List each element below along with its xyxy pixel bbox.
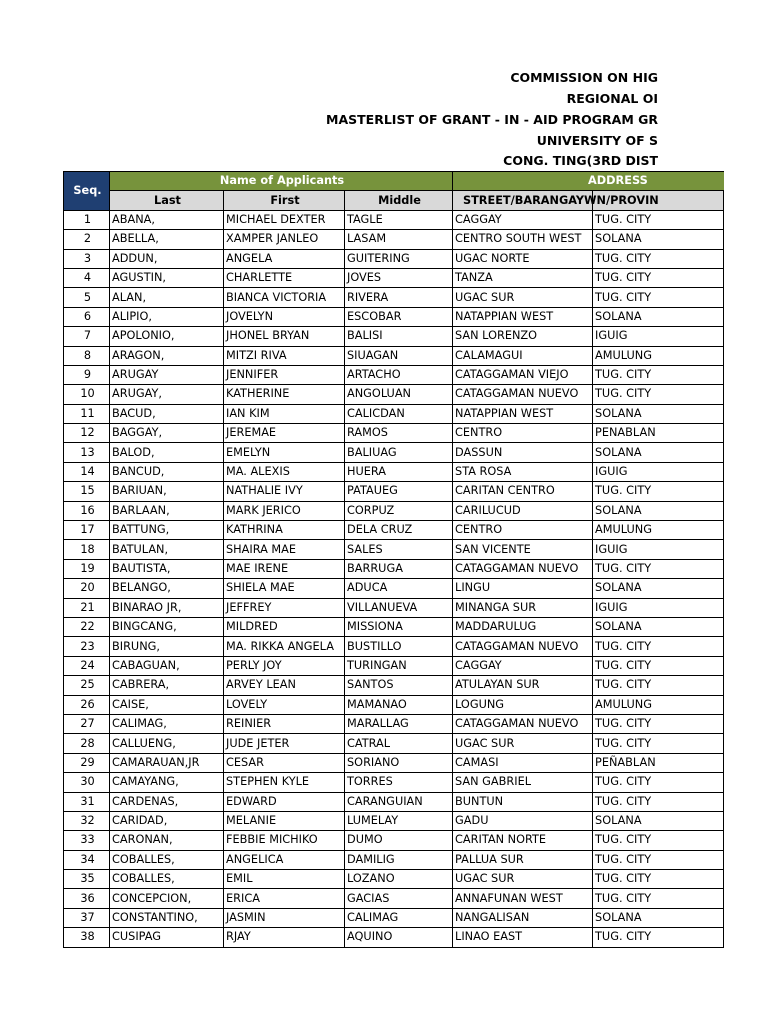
cell-middle[interactable]: BARRUGA	[345, 559, 453, 578]
cell-seq[interactable]: 3	[64, 249, 110, 268]
cell-first[interactable]: MARK JERICO	[224, 501, 345, 520]
cell-street[interactable]: ANNAFUNAN WEST	[453, 889, 593, 908]
cell-middle[interactable]: RIVERA	[345, 288, 453, 307]
cell-middle[interactable]: DUMO	[345, 831, 453, 850]
cell-town[interactable]: SOLANA	[593, 443, 724, 462]
cell-town[interactable]: AMULUNG	[593, 346, 724, 365]
cell-middle[interactable]: DAMILIG	[345, 850, 453, 869]
cell-middle[interactable]: TAGLE	[345, 210, 453, 229]
cell-first[interactable]: MAE IRENE	[224, 559, 345, 578]
cell-town[interactable]: TUG. CITY	[593, 928, 724, 947]
cell-street[interactable]: UGAC SUR	[453, 734, 593, 753]
table-row	[64, 346, 724, 365]
header-line-district: CONG. TING(3RD DIST	[503, 153, 658, 168]
cell-middle[interactable]: HUERA	[345, 462, 453, 481]
cell-town[interactable]: TUG. CITY	[593, 734, 724, 753]
cell-last[interactable]: CUSIPAG	[110, 928, 224, 947]
table-row	[64, 268, 724, 287]
cell-last[interactable]: ARUGAY	[110, 365, 224, 384]
cell-town[interactable]: SOLANA	[593, 908, 724, 927]
cell-middle[interactable]: LUMELAY	[345, 811, 453, 830]
cell-first[interactable]: BIANCA VICTORIA	[224, 288, 345, 307]
cell-town[interactable]: TUG. CITY	[593, 773, 724, 792]
header-line-masterlist: MASTERLIST OF GRANT - IN - AID PROGRAM GR	[326, 112, 658, 127]
cell-seq[interactable]: 8	[64, 346, 110, 365]
cell-last[interactable]: BARLAAN,	[110, 501, 224, 520]
cell-middle[interactable]: GUITERING	[345, 249, 453, 268]
cell-seq[interactable]: 38	[64, 928, 110, 947]
cell-town[interactable]: PEÑABLAN	[593, 753, 724, 772]
cell-first[interactable]: JHONEL BRYAN	[224, 327, 345, 346]
cell-middle[interactable]: MARALLAG	[345, 714, 453, 733]
table-row	[64, 656, 724, 675]
table-row	[64, 617, 724, 636]
cell-first[interactable]: EMELYN	[224, 443, 345, 462]
cell-street[interactable]: CATAGGAMAN NUEVO	[453, 714, 593, 733]
table-body	[64, 210, 724, 947]
cell-last[interactable]: BATTUNG,	[110, 521, 224, 540]
cell-seq[interactable]: 25	[64, 676, 110, 695]
cell-street[interactable]: CATAGGAMAN NUEVO	[453, 559, 593, 578]
cell-street[interactable]: TANZA	[453, 268, 593, 287]
cell-town[interactable]: SOLANA	[593, 404, 724, 423]
cell-middle[interactable]: ANGOLUAN	[345, 385, 453, 404]
cell-last[interactable]: CAMARAUAN,JR	[110, 753, 224, 772]
table-row	[64, 365, 724, 384]
cell-last[interactable]: ABELLA,	[110, 230, 224, 249]
cell-town[interactable]: TUG. CITY	[593, 792, 724, 811]
cell-last[interactable]: ARAGON,	[110, 346, 224, 365]
table-row	[64, 462, 724, 481]
cell-last[interactable]: BANCUD,	[110, 462, 224, 481]
table-row	[64, 482, 724, 501]
cell-town[interactable]: TUG. CITY	[593, 559, 724, 578]
cell-first[interactable]: MILDRED	[224, 617, 345, 636]
name-group-header: Name of Applicants	[110, 172, 453, 191]
cell-seq[interactable]: 12	[64, 424, 110, 443]
cell-first[interactable]: MA. RIKKA ANGELA	[224, 637, 345, 656]
cell-seq[interactable]: 30	[64, 773, 110, 792]
cell-middle[interactable]: LASAM	[345, 230, 453, 249]
cell-seq[interactable]: 19	[64, 559, 110, 578]
cell-street[interactable]: UGAC SUR	[453, 288, 593, 307]
cell-street[interactable]: NANGALISAN	[453, 908, 593, 927]
cell-street[interactable]: LINAO EAST	[453, 928, 593, 947]
cell-first[interactable]: MICHAEL DEXTER	[224, 210, 345, 229]
cell-first[interactable]: JEFFREY	[224, 598, 345, 617]
address-group-header: ADDRESS	[453, 172, 724, 191]
cell-street[interactable]: LINGU	[453, 579, 593, 598]
spreadsheet-grid	[63, 171, 658, 948]
cell-middle[interactable]: BUSTILLO	[345, 637, 453, 656]
cell-first[interactable]: JASMIN	[224, 908, 345, 927]
cell-middle[interactable]: PATAUEG	[345, 482, 453, 501]
cell-town[interactable]: TUG. CITY	[593, 714, 724, 733]
cell-seq[interactable]: 32	[64, 811, 110, 830]
cell-middle[interactable]: SANTOS	[345, 676, 453, 695]
cell-street[interactable]: MADDARULUG	[453, 617, 593, 636]
table-row	[64, 579, 724, 598]
cell-first[interactable]: ANGELA	[224, 249, 345, 268]
cell-last[interactable]: BACUD,	[110, 404, 224, 423]
cell-first[interactable]: LOVELY	[224, 695, 345, 714]
cell-town[interactable]: SOLANA	[593, 617, 724, 636]
table-row	[64, 637, 724, 656]
cell-town[interactable]: TUG. CITY	[593, 268, 724, 287]
col-header-first: First	[224, 191, 345, 210]
cell-town[interactable]: SOLANA	[593, 579, 724, 598]
cell-first[interactable]: JOVELYN	[224, 307, 345, 326]
cell-first[interactable]: SHAIRA MAE	[224, 540, 345, 559]
cell-seq[interactable]: 37	[64, 908, 110, 927]
cell-middle[interactable]: ARTACHO	[345, 365, 453, 384]
cell-seq[interactable]: 31	[64, 792, 110, 811]
cell-last[interactable]: COBALLES,	[110, 850, 224, 869]
cell-street[interactable]: CATAGGAMAN VIEJO	[453, 365, 593, 384]
cell-last[interactable]: CONSTANTINO,	[110, 908, 224, 927]
cell-middle[interactable]: CORPUZ	[345, 501, 453, 520]
cell-seq[interactable]: 20	[64, 579, 110, 598]
cell-last[interactable]: CAMAYANG,	[110, 773, 224, 792]
cell-middle[interactable]: MISSIONA	[345, 617, 453, 636]
cell-seq[interactable]: 13	[64, 443, 110, 462]
cell-town[interactable]: TUG. CITY	[593, 831, 724, 850]
cell-last[interactable]: BIRUNG,	[110, 637, 224, 656]
table-row	[64, 501, 724, 520]
cell-last[interactable]: BELANGO,	[110, 579, 224, 598]
cell-first[interactable]: XAMPER JANLEO	[224, 230, 345, 249]
cell-street[interactable]: CARILUCUD	[453, 501, 593, 520]
cell-first[interactable]: NATHALIE IVY	[224, 482, 345, 501]
cell-town[interactable]: IGUIG	[593, 462, 724, 481]
table-row	[64, 734, 724, 753]
cell-seq[interactable]: 7	[64, 327, 110, 346]
table-row	[64, 870, 724, 889]
cell-seq[interactable]: 2	[64, 230, 110, 249]
cell-town[interactable]: SOLANA	[593, 501, 724, 520]
cell-seq[interactable]: 34	[64, 850, 110, 869]
cell-town[interactable]: TUG. CITY	[593, 870, 724, 889]
table-row	[64, 811, 724, 830]
cell-middle[interactable]: TURINGAN	[345, 656, 453, 675]
cell-last[interactable]: BATULAN,	[110, 540, 224, 559]
cell-seq[interactable]: 23	[64, 637, 110, 656]
cell-first[interactable]: SHIELA MAE	[224, 579, 345, 598]
cell-street[interactable]: CARITAN NORTE	[453, 831, 593, 850]
cell-first[interactable]: REINIER	[224, 714, 345, 733]
cell-middle[interactable]: VILLANUEVA	[345, 598, 453, 617]
cell-seq[interactable]: 26	[64, 695, 110, 714]
cell-street[interactable]: CENTRO	[453, 521, 593, 540]
cell-first[interactable]: MELANIE	[224, 811, 345, 830]
cell-last[interactable]: CALLUENG,	[110, 734, 224, 753]
cell-street[interactable]: CATAGGAMAN NUEVO	[453, 385, 593, 404]
cell-seq[interactable]: 22	[64, 617, 110, 636]
cell-town[interactable]: SOLANA	[593, 230, 724, 249]
cell-first[interactable]: MA. ALEXIS	[224, 462, 345, 481]
cell-first[interactable]: PERLY JOY	[224, 656, 345, 675]
cell-street[interactable]: CAGGAY	[453, 210, 593, 229]
table-row	[64, 249, 724, 268]
table-row	[64, 385, 724, 404]
cell-town[interactable]: TUG. CITY	[593, 676, 724, 695]
table-row	[64, 559, 724, 578]
cell-first[interactable]: JEREMAE	[224, 424, 345, 443]
cell-town[interactable]: SOLANA	[593, 307, 724, 326]
cell-middle[interactable]: CALICDAN	[345, 404, 453, 423]
cell-seq[interactable]: 11	[64, 404, 110, 423]
cell-street[interactable]: CENTRO SOUTH WEST	[453, 230, 593, 249]
cell-street[interactable]: SAN GABRIEL	[453, 773, 593, 792]
cell-street[interactable]: PALLUA SUR	[453, 850, 593, 869]
cell-middle[interactable]: RAMOS	[345, 424, 453, 443]
table-row	[64, 676, 724, 695]
cell-street[interactable]: CAMASI	[453, 753, 593, 772]
cell-first[interactable]: KATHRINA	[224, 521, 345, 540]
cell-last[interactable]: BINARAO JR,	[110, 598, 224, 617]
cell-seq[interactable]: 18	[64, 540, 110, 559]
cell-street[interactable]: GADU	[453, 811, 593, 830]
table-row	[64, 831, 724, 850]
cell-last[interactable]: BALOD,	[110, 443, 224, 462]
cell-street[interactable]: CAGGAY	[453, 656, 593, 675]
seq-header: Seq.	[64, 172, 110, 211]
cell-first[interactable]: STEPHEN KYLE	[224, 773, 345, 792]
cell-last[interactable]: BAGGAY,	[110, 424, 224, 443]
table-row	[64, 598, 724, 617]
cell-seq[interactable]: 29	[64, 753, 110, 772]
cell-seq[interactable]: 16	[64, 501, 110, 520]
cell-seq[interactable]: 35	[64, 870, 110, 889]
cell-town[interactable]: TUG. CITY	[593, 210, 724, 229]
cell-street[interactable]: BUNTUN	[453, 792, 593, 811]
cell-seq[interactable]: 9	[64, 365, 110, 384]
cell-first[interactable]: CHARLETTE	[224, 268, 345, 287]
table-row	[64, 230, 724, 249]
table-row	[64, 792, 724, 811]
table-row	[64, 424, 724, 443]
header-line-regional: REGIONAL OI	[566, 91, 658, 106]
table-row	[64, 773, 724, 792]
col-header-middle: Middle	[345, 191, 453, 210]
cell-town[interactable]: AMULUNG	[593, 521, 724, 540]
cell-last[interactable]: ALAN,	[110, 288, 224, 307]
cell-last[interactable]: CARIDAD,	[110, 811, 224, 830]
cell-first[interactable]: KATHERINE	[224, 385, 345, 404]
cell-middle[interactable]: SALES	[345, 540, 453, 559]
cell-town[interactable]: TUG. CITY	[593, 656, 724, 675]
cell-middle[interactable]: BALIUAG	[345, 443, 453, 462]
cell-town[interactable]: TUG. CITY	[593, 288, 724, 307]
cell-street[interactable]: CENTRO	[453, 424, 593, 443]
cell-seq[interactable]: 21	[64, 598, 110, 617]
cell-street[interactable]: STA ROSA	[453, 462, 593, 481]
cell-middle[interactable]: AQUINO	[345, 928, 453, 947]
cell-last[interactable]: CABAGUAN,	[110, 656, 224, 675]
cell-seq[interactable]: 24	[64, 656, 110, 675]
table-row	[64, 753, 724, 772]
cell-street[interactable]: MINANGA SUR	[453, 598, 593, 617]
cell-last[interactable]: CABRERA,	[110, 676, 224, 695]
cell-first[interactable]: ANGELICA	[224, 850, 345, 869]
cell-seq[interactable]: 27	[64, 714, 110, 733]
cell-middle[interactable]: ADUCA	[345, 579, 453, 598]
table-row	[64, 443, 724, 462]
cell-middle[interactable]: GACIAS	[345, 889, 453, 908]
cell-first[interactable]: MITZI RIVA	[224, 346, 345, 365]
cell-last[interactable]: ALIPIO,	[110, 307, 224, 326]
cell-middle[interactable]: CATRAL	[345, 734, 453, 753]
cell-seq[interactable]: 15	[64, 482, 110, 501]
table-row	[64, 327, 724, 346]
cell-last[interactable]: BARIUAN,	[110, 482, 224, 501]
cell-seq[interactable]: 14	[64, 462, 110, 481]
cell-middle[interactable]: ESCOBAR	[345, 307, 453, 326]
cell-middle[interactable]: LOZANO	[345, 870, 453, 889]
table-row	[64, 521, 724, 540]
cell-street[interactable]: UGAC NORTE	[453, 249, 593, 268]
cell-seq[interactable]: 33	[64, 831, 110, 850]
header-line-commission: COMMISSION ON HIG	[510, 70, 658, 85]
cell-last[interactable]: BINGCANG,	[110, 617, 224, 636]
table-row	[64, 889, 724, 908]
table-row	[64, 307, 724, 326]
cell-seq[interactable]: 4	[64, 268, 110, 287]
table-row	[64, 540, 724, 559]
cell-first[interactable]: CESAR	[224, 753, 345, 772]
cell-middle[interactable]: MAMANAO	[345, 695, 453, 714]
cell-street[interactable]: CATAGGAMAN NUEVO	[453, 637, 593, 656]
cell-street[interactable]: ATULAYAN SUR	[453, 676, 593, 695]
cell-town[interactable]: IGUIG	[593, 598, 724, 617]
cell-middle[interactable]: SIUAGAN	[345, 346, 453, 365]
cell-last[interactable]: AGUSTIN,	[110, 268, 224, 287]
table-row	[64, 288, 724, 307]
cell-town[interactable]: TUG. CITY	[593, 365, 724, 384]
cell-middle[interactable]: CALIMAG	[345, 908, 453, 927]
cell-first[interactable]: JENNIFER	[224, 365, 345, 384]
table-row	[64, 928, 724, 947]
cell-first[interactable]: JUDE JETER	[224, 734, 345, 753]
cell-last[interactable]: ADDUN,	[110, 249, 224, 268]
cell-first[interactable]: EMIL	[224, 870, 345, 889]
cell-street[interactable]: SAN LORENZO	[453, 327, 593, 346]
table-row	[64, 695, 724, 714]
col-header-town: WN/PROVIN	[593, 191, 724, 210]
cell-middle[interactable]: TORRES	[345, 773, 453, 792]
cell-first[interactable]: ERICA	[224, 889, 345, 908]
col-header-last: Last	[110, 191, 224, 210]
cell-street[interactable]: SAN VICENTE	[453, 540, 593, 559]
cell-town[interactable]: PENABLAN	[593, 424, 724, 443]
cell-town[interactable]: SOLANA	[593, 811, 724, 830]
cell-seq[interactable]: 17	[64, 521, 110, 540]
cell-last[interactable]: ABANA,	[110, 210, 224, 229]
col-header-street: STREET/BARANGAY	[453, 191, 593, 210]
cell-seq[interactable]: 36	[64, 889, 110, 908]
table-row	[64, 210, 724, 229]
cell-street[interactable]: UGAC SUR	[453, 870, 593, 889]
cell-town[interactable]: TUG. CITY	[593, 249, 724, 268]
cell-seq[interactable]: 28	[64, 734, 110, 753]
cell-town[interactable]: IGUIG	[593, 327, 724, 346]
table-row	[64, 850, 724, 869]
applicants-table	[63, 171, 724, 948]
cell-seq[interactable]: 10	[64, 385, 110, 404]
cell-seq[interactable]: 5	[64, 288, 110, 307]
cell-first[interactable]: IAN KIM	[224, 404, 345, 423]
cell-street[interactable]: NATAPPIAN WEST	[453, 307, 593, 326]
cell-town[interactable]: TUG. CITY	[593, 637, 724, 656]
cell-seq[interactable]: 6	[64, 307, 110, 326]
cell-first[interactable]: ARVEY LEAN	[224, 676, 345, 695]
cell-first[interactable]: RJAY	[224, 928, 345, 947]
cell-town[interactable]: IGUIG	[593, 540, 724, 559]
table-row	[64, 714, 724, 733]
cell-first[interactable]: FEBBIE MICHIKO	[224, 831, 345, 850]
cell-seq[interactable]: 1	[64, 210, 110, 229]
header-line-university: UNIVERSITY OF S	[536, 133, 658, 148]
cell-town[interactable]: AMULUNG	[593, 695, 724, 714]
cell-middle[interactable]: DELA CRUZ	[345, 521, 453, 540]
cell-town[interactable]: TUG. CITY	[593, 482, 724, 501]
cell-street[interactable]: CARITAN CENTRO	[453, 482, 593, 501]
cell-town[interactable]: TUG. CITY	[593, 889, 724, 908]
cell-last[interactable]: COBALLES,	[110, 870, 224, 889]
cell-middle[interactable]: CARANGUIAN	[345, 792, 453, 811]
cell-middle[interactable]: SORIANO	[345, 753, 453, 772]
cell-street[interactable]: DASSUN	[453, 443, 593, 462]
cell-street[interactable]: CALAMAGUI	[453, 346, 593, 365]
cell-street[interactable]: LOGUNG	[453, 695, 593, 714]
cell-last[interactable]: CAISE,	[110, 695, 224, 714]
cell-first[interactable]: EDWARD	[224, 792, 345, 811]
cell-last[interactable]: CALIMAG,	[110, 714, 224, 733]
table-row	[64, 908, 724, 927]
cell-last[interactable]: CARONAN,	[110, 831, 224, 850]
cell-middle[interactable]: JOVES	[345, 268, 453, 287]
cell-middle[interactable]: BALISI	[345, 327, 453, 346]
cell-street[interactable]: NATAPPIAN WEST	[453, 404, 593, 423]
cell-last[interactable]: CONCEPCION,	[110, 889, 224, 908]
cell-town[interactable]: TUG. CITY	[593, 850, 724, 869]
cell-last[interactable]: APOLONIO,	[110, 327, 224, 346]
cell-last[interactable]: BAUTISTA,	[110, 559, 224, 578]
cell-last[interactable]: CARDENAS,	[110, 792, 224, 811]
table-row	[64, 404, 724, 423]
cell-last[interactable]: ARUGAY,	[110, 385, 224, 404]
cell-town[interactable]: TUG. CITY	[593, 385, 724, 404]
